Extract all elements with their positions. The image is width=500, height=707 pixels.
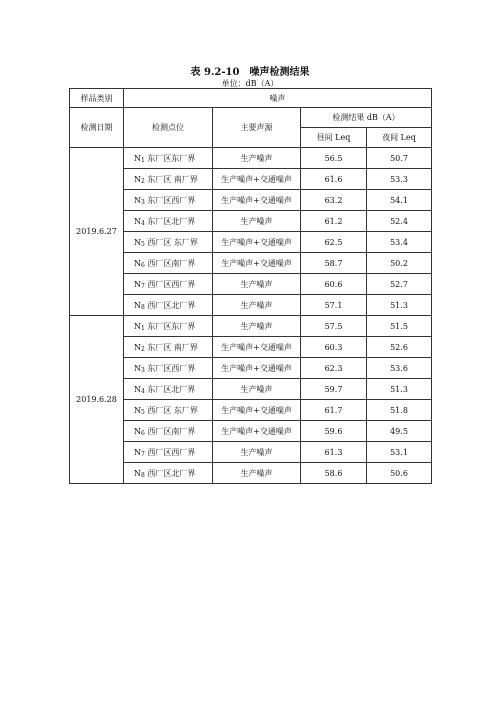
source-cell: 生产噪声+交通噪声 [213,421,301,442]
night-value: 53.1 [367,442,432,463]
point-location: 西厂区 东厂界 [144,237,198,247]
point-letter: N [134,258,141,268]
night-value: 52.6 [367,337,432,358]
day-value: 58.6 [301,463,367,484]
night-value: 52.7 [367,274,432,295]
point-index: 5 [141,408,145,416]
point-index: 3 [141,198,145,206]
source-cell: 生产噪声+交通噪声 [213,169,301,190]
night-value: 50.6 [367,463,432,484]
night-value: 49.5 [367,421,432,442]
point-index: 2 [141,345,145,353]
point-index: 5 [141,240,145,248]
point-cell [124,463,213,484]
source-cell: 生产噪声+交通噪声 [213,190,301,211]
point-location: 西厂区南厂界 [144,258,196,268]
table-row [70,169,432,190]
header-row-sample-type [70,89,432,108]
date-header: 检测日期 [70,108,124,148]
point-letter: N [134,174,141,184]
point-index: 7 [141,282,145,290]
source-cell: 生产噪声 [213,211,301,232]
point-cell [124,421,213,442]
point-location: 西厂区 东厂界 [144,405,198,415]
night-value: 51.3 [367,379,432,400]
night-value: 51.3 [367,295,432,316]
point-location: 东厂区东厂界 [144,153,196,163]
table-row [70,274,432,295]
day-value: 60.3 [301,337,367,358]
point-index: 4 [141,387,145,395]
table-row [70,190,432,211]
point-letter: N [134,216,141,226]
night-value: 53.4 [367,232,432,253]
point-index: 7 [141,450,145,458]
point-cell [124,316,213,337]
sample-type-label: 样品类别 [70,89,124,108]
point-index: 3 [141,366,145,374]
source-cell: 生产噪声 [213,274,301,295]
day-value: 62.3 [301,358,367,379]
day-value: 62.5 [301,232,367,253]
table-row [70,379,432,400]
point-cell [124,274,213,295]
source-cell: 生产噪声 [213,295,301,316]
night-value: 50.7 [367,148,432,169]
source-cell: 生产噪声+交通噪声 [213,400,301,421]
point-location: 东厂区北厂界 [144,384,196,394]
point-cell [124,169,213,190]
night-value: 53.3 [367,169,432,190]
source-header: 主要声源 [213,108,301,148]
table-row [70,148,432,169]
night-value: 53.6 [367,358,432,379]
source-cell: 生产噪声 [213,148,301,169]
point-location: 东厂区东厂界 [144,321,196,331]
night-value: 50.2 [367,253,432,274]
point-index: 6 [141,429,145,437]
day-value: 61.7 [301,400,367,421]
point-letter: N [134,447,141,457]
point-cell [124,379,213,400]
point-cell [124,295,213,316]
point-cell [124,148,213,169]
point-cell [124,253,213,274]
point-letter: N [134,153,141,163]
day-value: 59.7 [301,379,367,400]
point-letter: N [134,300,141,310]
table-row [70,463,432,484]
point-cell [124,337,213,358]
day-value: 61.3 [301,442,367,463]
point-location: 西厂区西厂界 [144,279,196,289]
day-value: 63.2 [301,190,367,211]
source-cell: 生产噪声 [213,379,301,400]
source-cell: 生产噪声+交通噪声 [213,337,301,358]
point-letter: N [134,321,141,331]
day-value: 60.6 [301,274,367,295]
day-value: 61.2 [301,211,367,232]
day-value: 57.5 [301,316,367,337]
point-letter: N [134,468,141,478]
day-header: 昼间 Leq [301,128,367,148]
source-cell: 生产噪声 [213,442,301,463]
point-location: 西厂区西厂界 [144,447,196,457]
table-row [70,400,432,421]
source-cell: 生产噪声 [213,316,301,337]
night-value: 54.1 [367,190,432,211]
table-row [70,232,432,253]
point-location: 西厂区北厂界 [144,468,196,478]
point-cell [124,400,213,421]
point-location: 东厂区西厂界 [144,363,196,373]
date-cell: 2019.6.27 [70,148,124,316]
table-row [70,358,432,379]
table-row [70,253,432,274]
source-cell: 生产噪声 [213,463,301,484]
point-cell [124,232,213,253]
day-value: 58.7 [301,253,367,274]
point-location: 东厂区 南厂界 [144,342,198,352]
day-value: 57.1 [301,295,367,316]
point-letter: N [134,363,141,373]
sample-type-value: 噪声 [124,89,432,108]
night-header: 夜间 Leq [367,128,432,148]
table-row [70,337,432,358]
table-row [70,295,432,316]
header-row-columns [70,108,432,128]
point-location: 西厂区南厂界 [144,426,196,436]
point-index: 1 [141,156,145,164]
table-row [70,211,432,232]
point-index: 8 [141,471,145,479]
table-row [70,421,432,442]
point-location: 东厂区 南厂界 [144,174,198,184]
table-unit: 单位：dB（A） [221,79,279,88]
point-index: 2 [141,177,145,185]
source-cell: 生产噪声+交通噪声 [213,232,301,253]
point-letter: N [134,195,141,205]
night-value: 51.5 [367,316,432,337]
point-location: 东厂区西厂界 [144,195,196,205]
point-cell [124,190,213,211]
table-row [70,316,432,337]
point-letter: N [134,237,141,247]
night-value: 52.4 [367,211,432,232]
result-header: 检测结果 dB（A） [301,108,432,128]
point-cell [124,358,213,379]
date-cell: 2019.6.28 [70,316,124,484]
point-index: 1 [141,324,145,332]
point-index: 6 [141,261,145,269]
point-letter: N [134,279,141,289]
point-location: 东厂区北厂界 [144,216,196,226]
point-location: 西厂区北厂界 [144,300,196,310]
point-cell [124,211,213,232]
point-letter: N [134,405,141,415]
table-row [70,442,432,463]
point-letter: N [134,384,141,394]
table-title: 表 9.2-10 噪声检测结果 [190,67,310,78]
point-index: 4 [141,219,145,227]
point-cell [124,442,213,463]
point-index: 8 [141,303,145,311]
day-value: 61.6 [301,169,367,190]
point-letter: N [134,342,141,352]
source-cell: 生产噪声+交通噪声 [213,358,301,379]
day-value: 59.6 [301,421,367,442]
point-header: 检测点位 [124,108,213,148]
point-letter: N [134,426,141,436]
source-cell: 生产噪声+交通噪声 [213,253,301,274]
day-value: 56.5 [301,148,367,169]
night-value: 51.8 [367,400,432,421]
noise-results-table [69,88,432,484]
